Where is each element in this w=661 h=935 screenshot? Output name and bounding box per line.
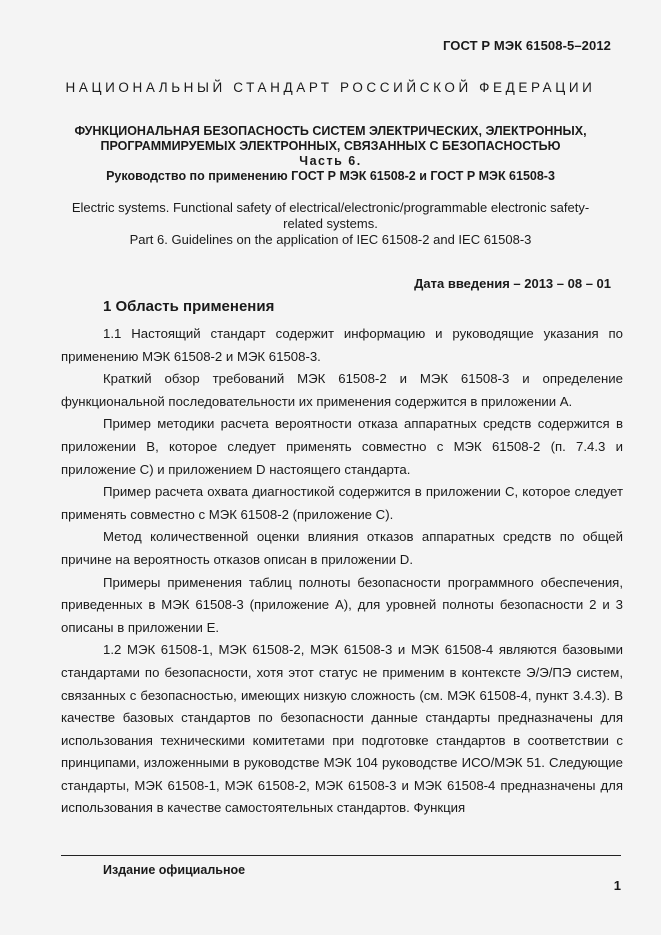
paragraph: Пример расчета охвата диагностикой содержится в приложении С, которое следует применять совместно с МЭК 61508-2 (приложение С). <box>61 484 623 522</box>
english-title-block <box>60 200 601 248</box>
title-line-1: ФУНКЦИОНАЛЬНАЯ БЕЗОПАСНОСТЬ СИСТЕМ ЭЛЕКТРИЧЕСКИХ, ЭЛЕКТРОННЫХ, <box>74 124 587 138</box>
national-standard-title: НАЦИОНАЛЬНЫЙ СТАНДАРТ РОССИЙСКОЙ ФЕДЕРАЦИИ <box>65 80 596 95</box>
section-heading: 1 Область применения <box>103 298 275 315</box>
english-title-line-3: Part 6. Guidelines on the application of IEC 61508-2 and IEC 61508-3 <box>129 232 532 247</box>
paragraph: Метод количественной оценки влияния отказов аппаратных средств по общей причине на вероятность отказов описан в приложении D. <box>61 529 623 567</box>
english-title-line-1: Electric systems. Functional safety of electrical/electronic/programmable electronic safety- <box>71 200 590 215</box>
page-number: 1 <box>613 878 621 893</box>
title-part: Часть 6. <box>299 154 362 168</box>
introduction-date: Дата введения – 2013 – 08 – 01 <box>414 276 611 291</box>
paragraph: 1.2 МЭК 61508-1, МЭК 61508-2, МЭК 61508-3 и МЭК 61508-4 являются базовыми стандартами по безопасности, хотя этот статус не применим в контексте Э/Э/ПЭ систем, связанных с безопасностью, имеющих низкую сложность (см. МЭК 61508-4, пункт 3.4.3). В качестве базовых стандартов по безопасности данные стандарты предназначены для использования техническими комитетами при подготовке стандартов в соответствии с принципами, изложенными в руководстве МЭК 104 руководстве ИСО/МЭК 51. Следующие стандарты, МЭК 61508-1, МЭК 61508-2, МЭК 61508-3 и МЭК 61508-4 предназначены для использования в качестве самостоятельных стандартов. Функция <box>61 642 623 816</box>
title-line-2: ПРОГРАММИРУЕМЫХ ЭЛЕКТРОННЫХ, СВЯЗАННЫХ С БЕЗОПАСНОСТЬЮ <box>100 139 561 153</box>
paragraph: Пример методики расчета вероятности отказа аппаратных средств содержится в приложении В, которое следует применять совместно с МЭК 61508-2 (п. 7.4.3 и приложение С) и приложением D настоящего стандарта. <box>61 416 623 477</box>
title-subtitle: Руководство по применению ГОСТ Р МЭК 61508-2 и ГОСТ Р МЭК 61508-3 <box>106 169 555 183</box>
paragraph: 1.1 Настоящий стандарт содержит информацию и руководящие указания по применению МЭК 61508-2 и МЭК 61508-3. <box>61 326 623 364</box>
edition-label: Издание официальное <box>103 863 246 877</box>
document-code: ГОСТ Р МЭК 61508-5–2012 <box>443 38 611 53</box>
paragraph: Краткий обзор требований МЭК 61508-2 и МЭК 61508-3 и определение функциональной последовательности их применения содержится в приложении А. <box>61 371 623 409</box>
standard-title-block <box>60 124 601 184</box>
english-title-line-2: related systems. <box>283 216 378 231</box>
footer-divider <box>61 855 621 856</box>
paragraph: Примеры применения таблиц полноты безопасности программного обеспечения, приведенных в МЭК 61508-3 (приложение А), для уровней полноты безопасности 2 и 3 описаны в приложении Е. <box>61 574 623 635</box>
section-body <box>61 323 623 820</box>
